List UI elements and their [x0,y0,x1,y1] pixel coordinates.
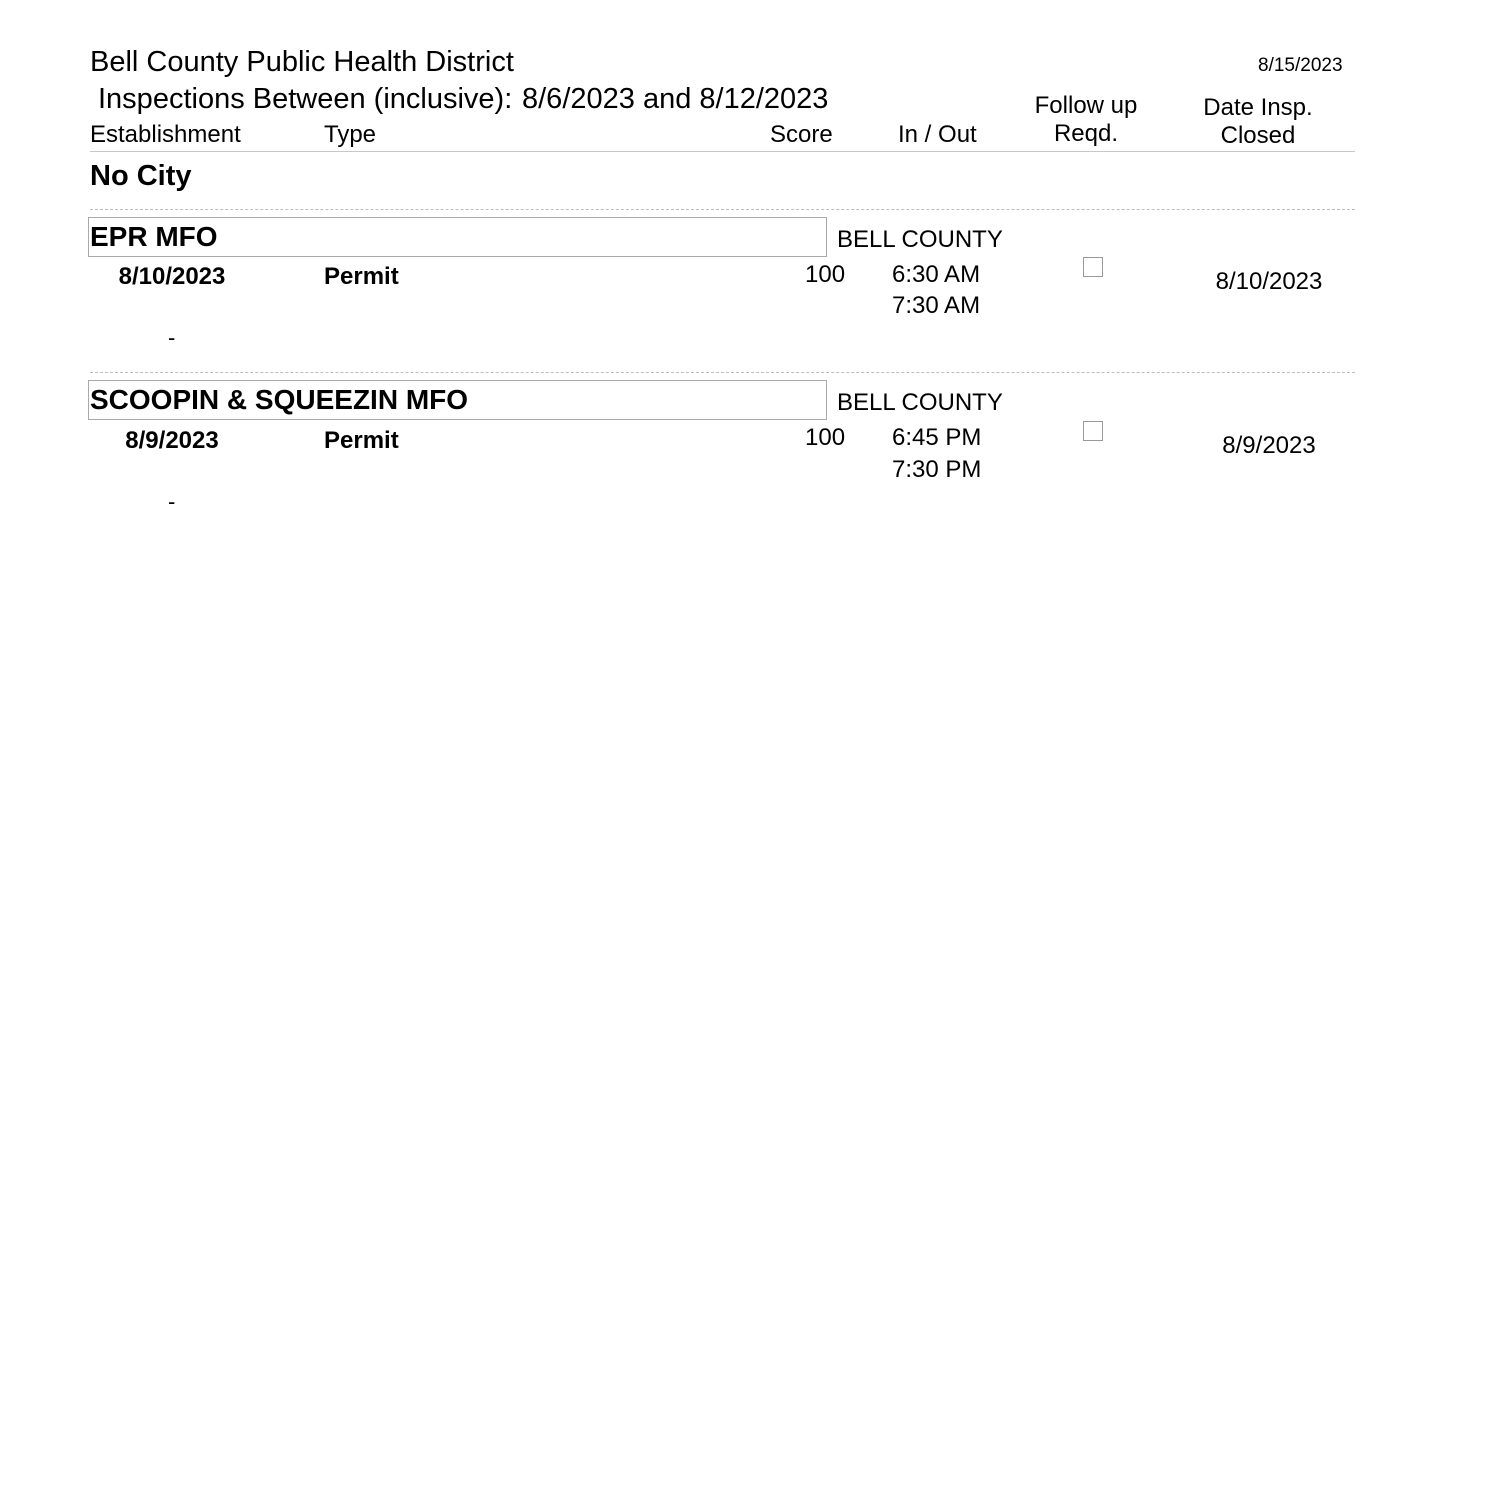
column-header-in-out: In / Out [898,121,977,148]
record-divider [90,209,1355,210]
time-out: 7:30 PM [892,456,982,483]
record-note: - [168,489,176,514]
column-header-type: Type [324,121,377,148]
time-in: 6:45 PM [892,424,982,451]
record-note: - [168,325,176,350]
city-group-title: No City [90,160,192,192]
time-in: 6:30 AM [892,261,981,288]
establishment-county: BELL COUNTY [837,226,1003,253]
inspection-date: 8/9/2023 [125,427,219,454]
date-range-value: 8/6/2023 and 8/12/2023 [522,83,829,115]
date-range-label: Inspections Between (inclusive): [98,83,513,115]
follow-up-checkbox[interactable] [1083,421,1103,441]
inspection-date: 8/10/2023 [118,263,226,290]
column-header-score: Score [770,121,833,148]
establishment-name: EPR MFO [90,221,218,252]
date-closed: 8/9/2023 [1222,432,1316,459]
report-date: 8/15/2023 [1258,55,1343,76]
record-divider [90,372,1355,373]
header-divider [90,151,1355,152]
column-header-follow-up: Follow up Reqd. [1034,92,1138,147]
establishment-county: BELL COUNTY [837,389,1003,416]
inspection-score: 100 [805,261,846,288]
organization-title: Bell County Public Health District [90,46,514,78]
follow-up-checkbox[interactable] [1083,257,1103,277]
time-out: 7:30 AM [892,292,981,319]
inspection-score: 100 [805,424,846,451]
inspection-type: Permit [324,263,399,290]
inspection-type: Permit [324,427,399,454]
date-closed: 8/10/2023 [1215,268,1323,295]
establishment-name: SCOOPIN & SQUEEZIN MFO [90,384,469,415]
column-header-establishment: Establishment [90,121,241,148]
column-header-date-closed: Date Insp. Closed [1203,94,1313,149]
